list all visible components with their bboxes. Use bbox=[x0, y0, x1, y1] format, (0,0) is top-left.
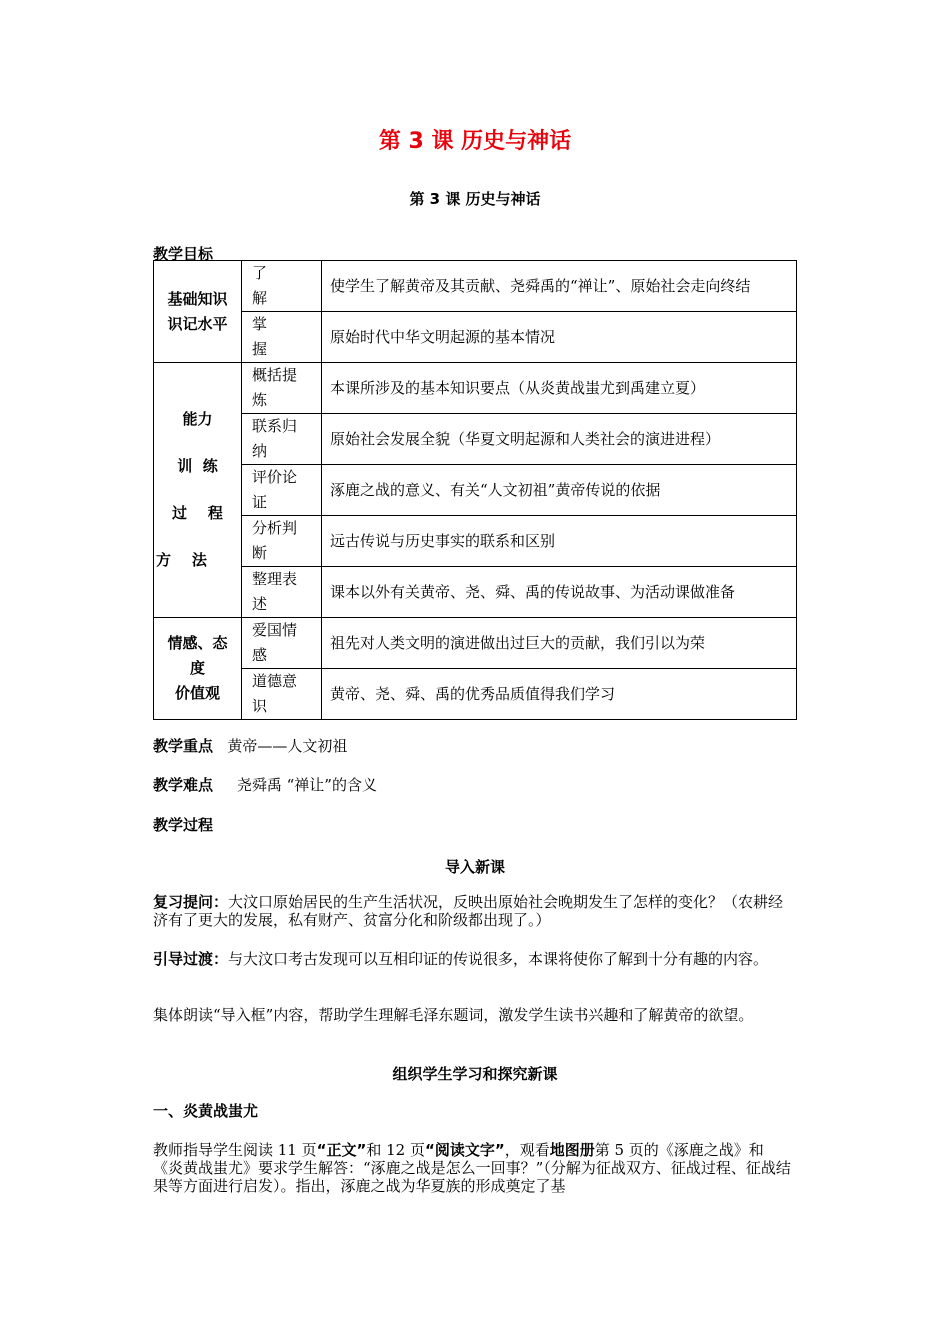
objective-category-line: 训 练 bbox=[177, 457, 218, 475]
objective-level bbox=[242, 618, 322, 669]
objective-level-line: 炼 bbox=[252, 391, 268, 409]
difficulty bbox=[153, 776, 793, 794]
objective-level-line: 分析判 bbox=[252, 519, 298, 537]
objective-level-line: 了 bbox=[252, 264, 268, 282]
objective-level bbox=[242, 261, 322, 312]
transition-label: 引导过渡： bbox=[153, 950, 229, 968]
objective-row bbox=[154, 567, 797, 618]
objective-content: 远古传说与历史事实的联系和区别 bbox=[322, 516, 797, 567]
review-text: 大汶口原始居民的生产生活状况，反映出原始社会晚期发生了怎样的变化？（农耕经济有了更大的发展，私有财产、贫富分化和阶级都出现了。） bbox=[153, 893, 784, 929]
objective-level-line: 评价论 bbox=[252, 468, 298, 486]
objective-category-line: 过 程 bbox=[172, 504, 223, 522]
objective-row bbox=[154, 261, 797, 312]
objective-category bbox=[154, 363, 242, 618]
objective-category-line: 识记水平 bbox=[167, 314, 228, 333]
objective-category-line: 方 法 bbox=[156, 551, 207, 569]
objective-level-line: 掌 bbox=[252, 315, 268, 333]
intro-heading: 导入新课 bbox=[444, 858, 505, 876]
objective-category-line: 价值观 bbox=[174, 684, 220, 702]
objective-level-line: 联系归 bbox=[252, 417, 298, 435]
objective-level-line: 解 bbox=[252, 289, 268, 307]
objectives-table bbox=[153, 260, 797, 720]
objective-level bbox=[242, 567, 322, 618]
objective-level bbox=[242, 363, 322, 414]
objective-row bbox=[154, 465, 797, 516]
organize-heading: 组织学生学习和探究新课 bbox=[392, 1065, 558, 1083]
difficulty-text: 尧舜禹 “禅让”的含义 bbox=[236, 776, 377, 794]
page-subtitle: 第 3 课 历史与神话 bbox=[409, 190, 541, 208]
objective-level bbox=[242, 516, 322, 567]
objective-category-line: 度 bbox=[189, 659, 205, 677]
section1-text-3: ，观看 bbox=[504, 1141, 550, 1159]
objective-content: 课本以外有关黄帝、尧、舜、禹的传说故事、为活动课做准备 bbox=[322, 567, 797, 618]
objectives-heading: 教学目标 bbox=[153, 245, 214, 263]
objective-level-line: 纳 bbox=[252, 442, 268, 460]
objective-row bbox=[154, 414, 797, 465]
objective-level-line: 断 bbox=[252, 544, 268, 562]
objective-row bbox=[154, 312, 797, 363]
transition-text: 与大汶口考古发现可以互相印证的传说很多，本课将使你了解到十分有趣的内容。 bbox=[228, 950, 769, 968]
objective-content: 原始社会发展全貌（华夏文明起源和人类社会的演进进程） bbox=[322, 414, 797, 465]
section1-text-2: 和 12 页 bbox=[366, 1141, 425, 1159]
section1-heading: 一、炎黄战蚩尤 bbox=[153, 1102, 259, 1120]
objective-category-line: 情感、态 bbox=[167, 634, 228, 652]
objective-level bbox=[242, 312, 322, 363]
objective-category bbox=[154, 261, 242, 363]
transition-paragraph bbox=[153, 950, 793, 968]
review-label: 复习提问： bbox=[153, 893, 229, 911]
objective-content: 原始时代中华文明起源的基本情况 bbox=[322, 312, 797, 363]
objective-level-line: 道德意 bbox=[252, 672, 298, 690]
objective-level-line: 证 bbox=[252, 493, 268, 511]
objective-level-line: 述 bbox=[252, 595, 268, 613]
objective-content: 使学生了解黄帝及其贡献、尧舜禹的“禅让”、原始社会走向终结 bbox=[322, 261, 797, 312]
section1-bold-1: “正文” bbox=[316, 1141, 367, 1159]
objective-content: 本课所涉及的基本知识要点（从炎黄战蚩尤到禹建立夏） bbox=[322, 363, 797, 414]
process-heading: 教学过程 bbox=[153, 816, 214, 834]
objective-row bbox=[154, 669, 797, 720]
objective-row bbox=[154, 516, 797, 567]
objective-level-line: 概括提 bbox=[252, 366, 298, 384]
objective-level-line: 感 bbox=[252, 646, 268, 664]
key-point bbox=[153, 737, 793, 755]
objective-category-line: 基础知识 bbox=[167, 289, 228, 308]
key-point-label: 教学重点 bbox=[153, 737, 214, 755]
objective-level bbox=[242, 465, 322, 516]
key-point-text: 黄帝——人文初祖 bbox=[227, 737, 348, 755]
objective-level-line: 爱国情 bbox=[252, 621, 298, 639]
section1-paragraph bbox=[153, 1141, 793, 1195]
objective-row bbox=[154, 618, 797, 669]
objective-level-line: 识 bbox=[252, 697, 268, 715]
section1-text-4: 第 5 页的《涿鹿之战》和《炎黄战蚩尤》要求学生解答：“涿鹿之战是怎么一回事？”（分解为征战双方、征战过程、征战结果等方面进行启发）。指出，涿鹿之战为华夏族的形成奠定了基 bbox=[153, 1141, 791, 1195]
objective-category-line: 能力 bbox=[182, 410, 213, 428]
objective-row bbox=[154, 363, 797, 414]
objective-level bbox=[242, 669, 322, 720]
difficulty-label: 教学难点 bbox=[153, 776, 214, 794]
objective-content: 涿鹿之战的意义、有关“人文初祖”黄帝传说的依据 bbox=[322, 465, 797, 516]
section1-bold-3: 地图册 bbox=[549, 1141, 595, 1159]
reading-paragraph: 集体朗读“导入框”内容，帮助学生理解毛泽东题词，激发学生读书兴趣和了解黄帝的欲望。 bbox=[153, 1006, 754, 1024]
section1-bold-2: “阅读文字” bbox=[424, 1141, 505, 1159]
objective-level-line: 整理表 bbox=[252, 570, 298, 588]
objective-content: 祖先对人类文明的演进做出过巨大的贡献，我们引以为荣 bbox=[322, 618, 797, 669]
review-paragraph bbox=[153, 893, 793, 929]
page-title: 第 3 课 历史与神话 bbox=[378, 129, 572, 154]
objective-category bbox=[154, 618, 242, 720]
objective-level-line: 握 bbox=[252, 340, 268, 358]
objective-content: 黄帝、尧、舜、禹的优秀品质值得我们学习 bbox=[322, 669, 797, 720]
objective-level bbox=[242, 414, 322, 465]
section1-text-1: 教师指导学生阅读 11 页 bbox=[153, 1141, 317, 1159]
